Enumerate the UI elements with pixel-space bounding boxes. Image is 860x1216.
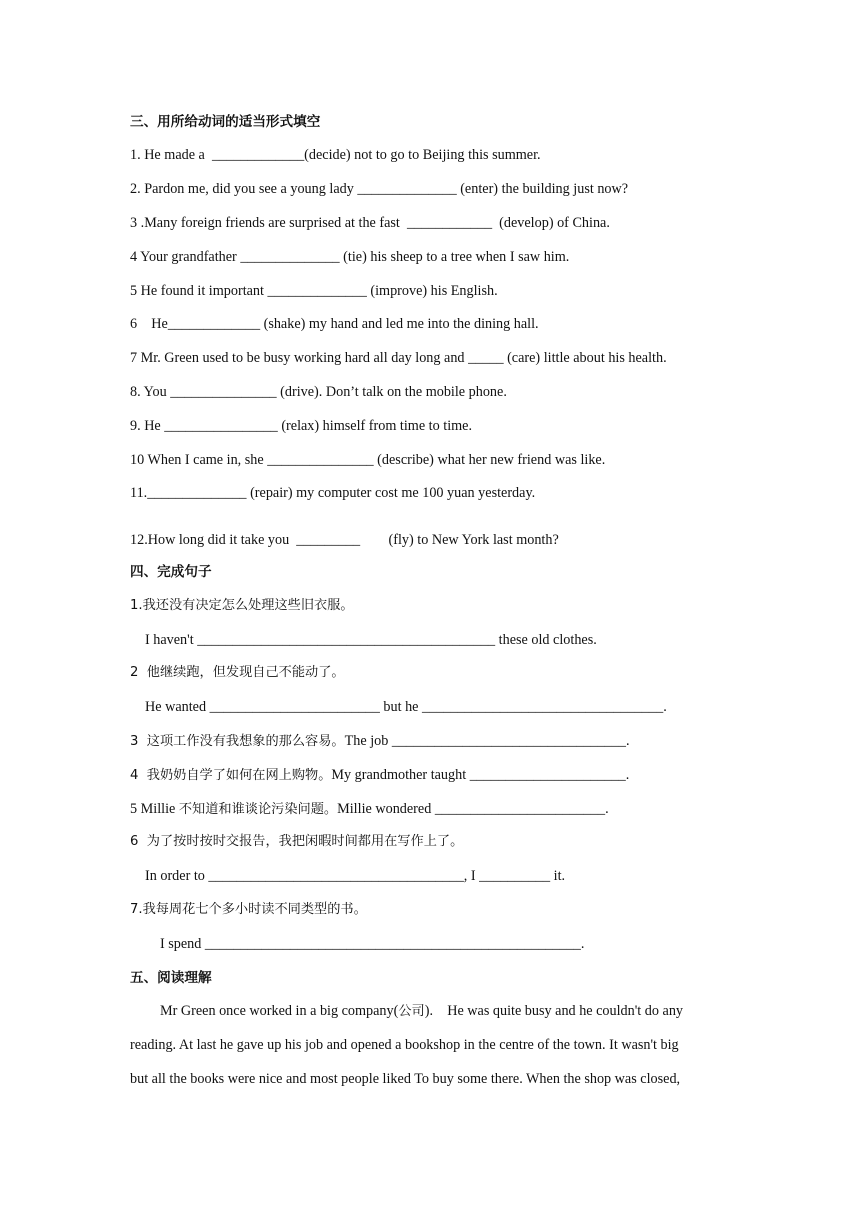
sentence-4 <box>130 766 629 785</box>
sentence-4-english: My grandmother taught ______________________. <box>331 767 630 783</box>
sentence-6-english: In order to ____________________________________, I __________ it. <box>145 868 566 884</box>
reading-line-1-start: Mr Green once worked in a big company( <box>160 1003 399 1019</box>
exercise-item-6: 6 He_____________ (shake) my hand and led me into the dining hall. <box>130 316 539 332</box>
sentence-4-chinese: 4 我奶奶自学了如何在网上购物。 <box>130 768 332 783</box>
reading-line-2: reading. At last he gave up his job and opened a bookshop in the centre of the town. It wasn't big <box>130 1037 679 1053</box>
sentence-7-chinese: 7.我每周花七个多小时读不同类型的书。 <box>130 902 367 917</box>
section-3-heading: 三、用所给动词的适当形式填空 <box>130 114 321 130</box>
sentence-3 <box>130 732 630 751</box>
reading-line-1-end: ). He was quite busy and he couldn't do any <box>424 1003 684 1019</box>
sentence-3-chinese: 3 这项工作没有我想象的那么容易。 <box>130 734 345 749</box>
sentence-2-english: He wanted ________________________ but he __________________________________. <box>145 699 667 715</box>
reading-line-1-chinese: 公司 <box>398 1004 425 1019</box>
section-5-heading: 五、阅读理解 <box>130 970 212 986</box>
sentence-1-chinese: 1.我还没有决定怎么处理这些旧衣服。 <box>130 598 354 613</box>
sentence-5-english: Millie wondered ________________________. <box>337 801 609 817</box>
section-4-heading: 四、完成句子 <box>130 564 212 580</box>
exercise-item-8: 8. You _______________ (drive). Don’t talk on the mobile phone. <box>130 384 507 400</box>
sentence-6-chinese: 6 为了按时按时交报告，我把闲暇时间都用在写作上了。 <box>130 834 464 849</box>
reading-line-1 <box>160 1002 683 1021</box>
exercise-item-11: 11.______________ (repair) my computer cost me 100 yuan yesterday. <box>130 485 536 501</box>
sentence-3-english: The job _________________________________. <box>344 733 630 749</box>
exercise-item-3: 3 .Many foreign friends are surprised at the fast ____________ (develop) of China. <box>130 215 610 231</box>
exercise-item-10: 10 When I came in, she _______________ (describe) what her new friend was like. <box>130 452 606 468</box>
sentence-7-english: I spend _____________________________________________________. <box>160 936 585 952</box>
exercise-item-5: 5 He found it important ______________ (improve) his English. <box>130 283 498 299</box>
exercise-item-4: 4 Your grandfather ______________ (tie) his sheep to a tree when I saw him. <box>130 249 570 265</box>
sentence-5-number: 5 Millie <box>130 801 179 817</box>
exercise-item-2: 2. Pardon me, did you see a young lady ______________ (enter) the building just now? <box>130 181 629 197</box>
sentence-5-chinese: 不知道和谁谈论污染问题。 <box>178 802 338 817</box>
exercise-item-1: 1. He made a _____________(decide) not to go to Beijing this summer. <box>130 147 541 163</box>
exercise-item-7: 7 Mr. Green used to be busy working hard all day long and _____ (care) little about his health. <box>130 350 667 366</box>
exercise-item-12: 12.How long did it take you _________ (fly) to New York last month? <box>130 532 559 548</box>
sentence-5 <box>130 800 609 819</box>
sentence-1-english: I haven't __________________________________________ these old clothes. <box>145 632 597 648</box>
sentence-2-chinese: 2 他继续跑，但发现自己不能动了。 <box>130 665 345 680</box>
exercise-item-9: 9. He ________________ (relax) himself from time to time. <box>130 418 473 434</box>
reading-line-3: but all the books were nice and most people liked To buy some there. When the shop was closed, <box>130 1071 681 1087</box>
